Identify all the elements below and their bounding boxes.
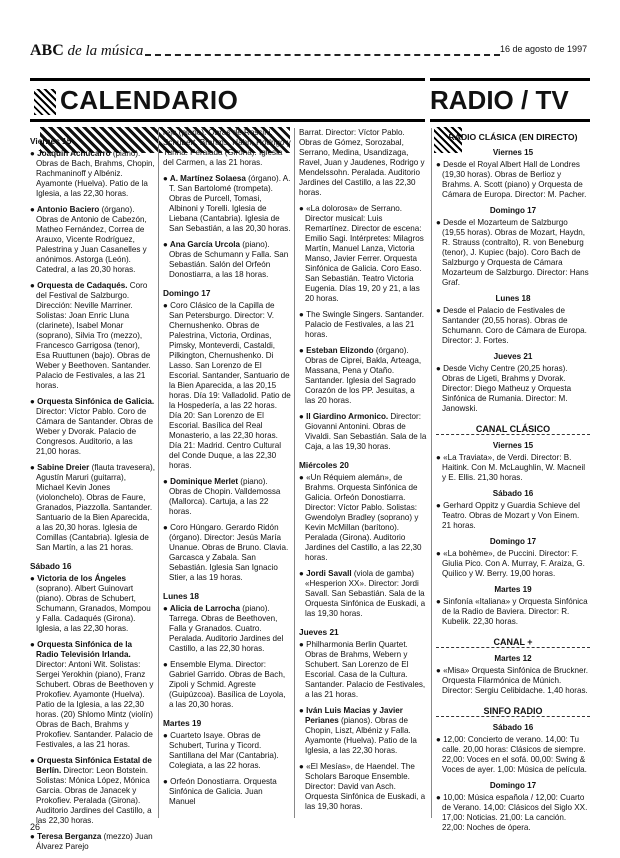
bullet-icon: ● [299,310,307,319]
concert-listing-continued: rejo (piano). Obras de Rossini, Schubert, Brahms, Hahn, Rodrigo y Turina. Peralada (Girona). Iglesia del Carmen, a las 21 horas. [163,128,291,167]
day-heading: Viernes 15 [30,136,72,146]
concert-listing [163,523,291,583]
concert-listing [30,640,155,750]
calendar-banner [30,78,425,122]
bullet-icon: ● [299,640,307,649]
broadcast-day-heading: Sábado 16 [492,723,534,732]
bullet-icon: ● [163,777,171,786]
listing-details: (viola de gamba) «Hesperion XX». Director: Jordi Savall. San Sebastián. Sala de la Orquesta Sinfónica de Euskadi, a las 19,30 horas. [305,569,426,618]
broadcast-listing: ● «La Traviata», de Verdi. Director: B. Haitink. Con M. McLaughlin, W. Macneil y E. Ellis. 21,30 horas. [436,453,586,482]
concert-listing [299,762,427,812]
broadcast-listing: ● Desde el Mozarteum de Salzburgo (19,55 horas). Obras de Mozart, Haydn, R. Strauss (contralto), R. von Beneburg (tenor), J. Kupiec (bajo). Coro Bach de Salzburgo y Orquesta de Cámara Mozarteum de Salzburgo. Director: Hans Graf. [436,218,589,287]
bullet-icon: ● [299,762,307,771]
radio-tv-column [436,128,590,837]
bullet-icon: ● [30,574,38,583]
day-heading: Jueves 21 [299,627,339,637]
radio-section-heading: CANAL + [436,637,590,648]
bullet-icon: ● [30,640,38,649]
day-heading: Sábado 16 [30,561,72,571]
performer-name: Ana García Urcola [169,240,241,249]
concert-listing [163,731,291,771]
bullet-icon: ● [299,569,307,578]
day-heading: Domingo 17 [163,288,211,298]
concert-listing [299,640,427,700]
bullet-icon: ● [30,281,38,290]
listing-details: (mezzo) Juan Álvarez Parejo [36,832,153,851]
concert-listing [299,473,427,563]
bullet-icon: ● [163,731,171,740]
broadcast-day-heading: Martes 19 [494,585,532,594]
concert-listing [163,777,291,807]
listing-details: «El Mesías», de Haendel. The Scholars Baroque Ensemble. Director: David van Asch. Orquesta Sinfónica de Euskadi, a las 19,30 horas. [305,762,426,811]
performer-name: Il Giardino Armonico. [306,412,389,421]
concert-listing-continued: Barrat. Director: Víctor Pablo. Obras de Gómez, Sorozabal, Serrano, Medina, Usandizaga, Ravel, Juan y Jaudenes, Rodrigo y Mendelssohn. Peralada. Auditorio Jardines del Castillo, a las 22,30 horas. [299,128,425,197]
page-number: 26 [30,822,41,832]
concert-listing [30,832,155,852]
listing-details: (piano). Obras de Schumann y Falla. San Sebastián. Salón del Orfeón Donostiarra, a las 18 horas. [169,240,289,279]
column-divider [431,128,432,818]
broadcast-day-heading: Lunes 18 [495,294,531,303]
listing-details: Coro Clásico de la Capilla de San Petersburgo. Director: V. Chernushenko. Obras de Palestrina, Victoria, Ordinas, Pimsky, Monteverdi, Castaldi, Pilkington, Chernushenko. Di Lasso. San Lorenzo de El Escorial. Santander, Santuario de la Bien Aparecida, a las 20,15 horas. Día 19: Valladolid. Patio de la Hospedería, a las 22 horas. Día 20: San Lorenzo de El Escorial. Basílica del Real Monasterio, a las 22,30 horas. Día 21: Madrid. Centro Cultural del Conde Duque, a las 22,30 horas. [169,301,291,470]
broadcast-listing: ● Desde el Palacio de Festivales de Santander (20,55 horas). Obras de Schumann. Coro de Cámara de Europa. Director: J. Fortes. [436,306,587,345]
concert-listing [163,604,291,654]
listing-details: «La dolorosa» de Serrano. Director musical: Luis Remartínez. Director de escena: Emilio Sagi. Intérpretes: Milagros Martín, Manuel Lanza, Victoria Manso, Javier Ferrer. Orquesta Sinfónica de Galicia. Coro Easo. San Sebastián. Teatro Victoria Eugenia. Días 19, 20 y 21, a las 20 horas. [305,204,424,303]
listing-details: (órgano). Obras de Ciprei, Bakla, Arteaga, Massana, Pena y Otaño. Santander. Iglesia del Sagrado Corazón de los PP. Jesuitas, a las 20 horas. [305,346,422,405]
broadcast-listing: ● «La bohème», de Puccini. Director: F. Giulia Pico. Con A. Murray, F. Araiza, G. Quilico y W. Berry. 19,00 horas. [436,549,585,578]
broadcast-day-heading: Viernes 15 [492,441,534,450]
bullet-icon: ● [299,346,307,355]
performer-name: Orquesta de Cadaqués. [37,281,128,290]
listing-details: Coro del Festival de Salzburgo. Dirección: Neville Marriner. Solistas: Joan Enric Lluna (clarinete), Isabel Monar (soprano), Silvia Tro (mezzo), Francesco Garrigosa (tenor), Esa Ruuttunen (bajo). Obras de Weber y Beethoven. Santander. Palacio de Festivales, a las 21 horas. [36,281,151,390]
column-divider [158,128,159,818]
performer-name: A. Martínez Solaesa [169,174,246,183]
listing-details: Ensemble Elyma. Director: Gabriel Garrido. Obras de Bach, Zipoli y Schmid. Agreste (Guipúzcoa). Basílica de Loyola, a las 20,30 horas. [169,660,286,709]
performer-name: Joaquín Achúcarro [37,149,111,158]
listing-details: (piano). Obras de Bach, Brahms, Chopin, Rachmaninoff y Albéniz. Ayamonte (Huelva). Patio de la Iglesia, a las 22,30 horas. [36,149,155,198]
concert-listing [30,397,155,457]
header-dash-rule [145,54,500,56]
concert-listing [30,463,155,553]
bullet-icon: ● [30,397,38,406]
bullet-icon: ● [163,660,171,669]
broadcast-day-heading: Jueves 21 [493,352,533,361]
concert-listing [163,660,291,710]
concert-listing [163,301,291,471]
concert-listing [30,281,155,391]
concert-listing [299,204,427,304]
bullet-icon: ● [163,523,171,532]
broadcast-day-heading: Sábado 16 [492,489,534,498]
performer-name: Orquesta Sinfónica Estatal de Berlín. [36,756,152,775]
listing-details: Philharmonia Berlin Quartet. Obras de Brahms, Webern y Schubert. San Lorenzo de El Escorial. Casa de la Cultura. Santander. Palacio de Festivales, a las 21 horas. [305,640,426,699]
performer-name: Antonio Baciero [36,205,100,214]
day-heading: Miércoles 20 [299,460,349,470]
section-subtitle: de la música [67,43,144,59]
performer-name: Victoria de los Ángeles [37,574,127,583]
bullet-icon: ● [163,301,171,310]
concert-listing [163,240,291,280]
listing-details: Orfeón Donostiarra. Orquesta Sinfónica de Galicia. Juan Manuel [169,777,277,806]
performer-name: Esteban Elizondo [306,346,374,355]
performer-name: Dominique Merlet [170,477,239,486]
broadcast-listing: ● Desde Vichy Centre (20,25 horas). Obras de Ligeti, Brahms y Dvorak. Director: Diego Matheuz y Orquesta Sinfónica de Rumania. Director: M. Janowski. [436,364,572,413]
performer-name: Teresa Berganza [37,832,102,841]
day-heading: Lunes 18 [163,591,199,601]
listing-details: Director: Leon Botstein. Solistas: Mónica López, Mónica Garcia. Obras de Janacek y Prokofiev. Peralada (Girona). Auditorio Jardines del Castillo, a las 22,30 horas. [36,766,152,825]
concert-listing [299,706,427,756]
calendar-column-1 [30,128,155,858]
broadcast-day-heading: Domingo 17 [489,206,537,215]
broadcast-listing: ● 12,00: Concierto de verano. 14,00: Tu calle. 20,00 horas: Clásicos de siempre. 22,00: Voces en el sofá. 00,00: Swing & Voces de ayer. 1,00: Música de película. [436,735,587,774]
broadcast-day-heading: Martes 12 [494,654,532,663]
listing-details: Director: Antoni Wit. Solistas: Sergei Yerokhin (piano), Franz Schubert. Obras de Beethoven y Prokofiev. Ayamonte (Huelva). Patio de la Iglesia, a las 22,30 horas. (20) Shlomo Mintz (violín) Obras de Bach, Brahms y Prokofiev. Santander. Palacio de Festivales, a las 21 horas. [36,660,154,749]
performer-name: Sabine Dreier [37,463,90,472]
listing-details: Director: Giovanni Antonini. Obras de Vivaldi. San Sebastián. Sala de la Caja, a las 19,30 horas. [305,412,427,451]
concert-listing [299,569,427,619]
broadcast-listing: ● 10,00: Música española / 12,00: Cuarto de Verano. 14,00: Clásicos del Siglo XX. 17,00: Noticias. 21,00: La canción. 22,00: Noches de ópera. [436,793,588,832]
bullet-icon: ● [299,706,307,715]
concert-listing [30,205,155,275]
issue-date: 16 de agosto de 1997 [500,44,588,54]
listing-details: (pianos). Obras de Chopin, Liszt, Albéniz y Falla. Ayamonte (Huelva). Patio de la Iglesia, a las 22,30 horas. [305,716,417,755]
bullet-icon: ● [30,756,38,765]
listing-details: Coro Húngaro. Gerardo Ridón (órgano). Director: Jesús María Unanue. Obras de Bruno. Clavia. Garcasca y Zabala. San Sebastián. Iglesia San Ignacio Stier, a las 19 horas. [169,523,289,582]
listing-details: «Un Réquiem alemán», de Brahms. Orquesta Sinfónica de Galicia. Orfeón Donostiarra. Director: Víctor Pablo. Solistas: Gwendolyn Bradley (soprano) y Kevin McMillan (barítono). Peralada (Girona). Auditorio Jardines del Castillo, a las 22,30 horas. [305,473,422,562]
concert-listing [299,346,427,406]
listing-details: Cuarteto Isaye. Obras de Schubert, Turina y Ticord. Santillana del Mar (Cantabria). Colegiata, a las 22 horas. [169,731,279,770]
listing-details: (órgano). Obras de Antonio de Cabezón, Matheo Fernández, Correa de Arauxo, Vicente Rodríguez, Palestrina y Juan Casanelles y anónimos. Astorga (León). Catedral, a las 20,30 horas. [36,205,147,274]
masthead [30,42,143,60]
concert-listing [299,412,427,452]
broadcast-day-heading: Domingo 17 [489,781,537,790]
listing-details: The Swingle Singers. Santander. Palacio de Festivales, a las 21 horas. [305,310,425,339]
bullet-icon: ● [30,205,37,214]
banner-pattern-left [34,89,56,115]
column-divider [294,128,295,818]
radio-section-heading: SINFO RADIO [436,706,590,717]
listing-details: Director: Víctor Pablo. Coro de Cámara de Santander. Obras de Weber y Dvorak. Palacio de Congresos. Auditorio, a las 21,00 horas. [36,407,153,456]
calendar-column-3 [299,128,427,818]
radio-section-heading: RADIO CLÁSICA (EN DIRECTO) [448,132,578,142]
broadcast-listing: ● Sinfonía «Italiana» y Orquesta Sinfónica de la Radio de Baviera. Director: R. Kubelik. 22,30 horas. [436,597,588,626]
bullet-icon: ● [299,473,307,482]
performer-name: Orquesta Sinfónica de Galicia. [37,397,155,406]
bullet-icon: ● [163,174,170,183]
broadcast-listing: ● Gerhard Oppitz y Guardia Schieve del Teatro. Obras de Mozart y Von Einem. 21 horas. [436,501,580,530]
listing-details: (soprano). Albert Guinovart (piano). Obras de Schubert, Schumann, Granados, Mompou y Falla. Cadaqués (Girona). Iglesia, a las 22,30 horas. [36,584,151,633]
radio-section-heading: CANAL CLÁSICO [436,424,590,435]
radio-tv-banner [430,78,590,122]
concert-listing [30,574,155,634]
bullet-icon: ● [163,240,170,249]
concert-listing [163,174,291,234]
bullet-icon: ● [30,149,38,158]
listing-details: (órgano). A. T. San Bartolomé (trompeta). Obras de Purcell, Tomasi, Albinoni y Torelli. Iglesia de Liebana (Cantabria). Iglesia de San Sebastián, a las 20,30 horas. [169,174,291,233]
performer-name: Orquesta Sinfónica de la Radio Televisión Irlanda. [36,640,133,659]
performer-name: Iván Luis Macias y Javier Perianes [305,706,403,725]
bullet-icon: ● [30,463,38,472]
performer-name: Alicia de Larrocha [169,604,241,613]
broadcast-listing: ● «Misa» Orquesta Sinfónica de Bruckner. Orquesta Filarmónica de Múnich. Director: Sergiu Celibidache. 1,40 horas. [436,666,589,695]
calendar-column-2 [163,128,291,813]
broadcast-listing: ● Desde el Royal Albert Hall de Londres (19,30 horas). Obras de Berlioz y Brahms. A. Scott (piano) y Orquesta de Cámara de Europa. Director: M. Pacher. [436,160,587,199]
calendar-title: CALENDARIO [60,85,239,115]
listing-details: (piano). Obras de Chopin. Valldemossa (Mallorca). Cartuja, a las 22 horas. [169,477,281,516]
bullet-icon: ● [163,604,170,613]
bullet-icon: ● [30,832,38,841]
listing-details: (flauta travesera), Agustín Maruri (guitarra), Michael Kevin Jones (violonchelo). Obras de Faure, Granados, Piazzolla. Santander. Santuario de la Bien Aparecida, a las 20,30 horas. Iglesia de Comillas (Cantabria). Iglesia de San Martín, a las 21 horas. [36,463,156,552]
radio-tv-title: RADIO / TV [430,85,569,115]
concert-listing [299,310,427,340]
day-heading: Martes 19 [163,718,202,728]
bullet-icon: ● [299,204,307,213]
performer-name: Jordi Savall [306,569,352,578]
concert-listing [30,756,155,826]
broadcast-day-heading: Viernes 15 [492,148,534,157]
bullet-icon: ● [299,412,307,421]
listing-details: (piano). Tarrega. Obras de Beethoven, Falla y Granados. Cuatro. Peralada. Auditorio Jardines del Castillo, a las 22,30 horas. [169,604,284,653]
concert-listing [30,149,155,199]
bullet-icon: ● [163,477,171,486]
broadcast-day-heading: Domingo 17 [489,537,537,546]
concert-listing [163,477,291,517]
section-title: ABC [30,42,64,59]
